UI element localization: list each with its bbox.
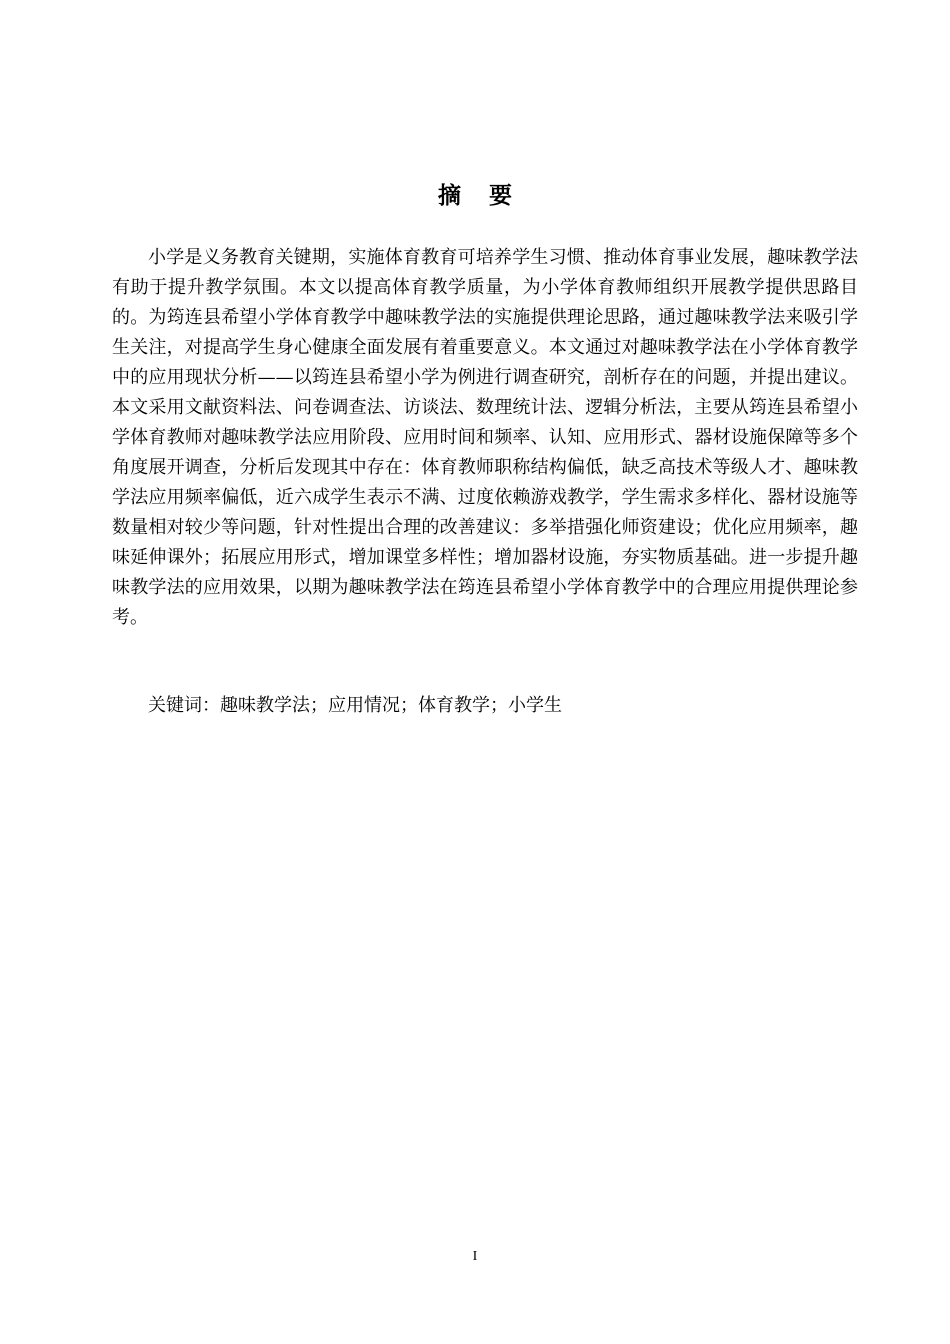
keywords-line <box>148 691 858 721</box>
abstract-paragraph: 小学是义务教育关键期，实施体育教育可培养学生习惯、推动体育事业发展，趣味教学法有助于提升教学氛围。本文以提高体育教学质量，为小学体育教师组织开展教学提供思路目的。为筠连县希望小学体育教学中趣味教学法的实施提供理论思路，通过趣味教学法来吸引学生关注，对提高学生身心健康全面发展有着重要意义。本文通过对趣味教学法在小学体育教学中的应用现状分析——以筠连县希望小学为例进行调查研究，剖析存在的问题，并提出建议。本文采用文献资料法、问卷调查法、访谈法、数理统计法、逻辑分析法，主要从筠连县希望小学体育教师对趣味教学法应用阶段、应用时间和频率、认知、应用形式、器材设施保障等多个角度展开调查，分析后发现其中存在：体育教师职称结构偏低，缺乏高技术等级人才、趣味教学法应用频率偏低，近六成学生表示不满、过度依赖游戏教学，学生需求多样化、器材设施等数量相对较少等问题，针对性提出合理的改善建议：多举措强化师资建设；优化应用频率，趣味延伸课外；拓展应用形式，增加课堂多样性；增加器材设施，夯实物质基础。进一步提升趣味教学法的应用效果，以期为趣味教学法在筠连县希望小学体育教学中的合理应用提供理论参考。 <box>112 247 858 628</box>
keywords-label: 关键词： <box>148 695 220 716</box>
page-number: I <box>472 1249 478 1264</box>
keywords-text: 趣味教学法；应用情况；体育教学；小学生 <box>220 695 562 716</box>
page-title: 摘要 <box>438 183 540 209</box>
